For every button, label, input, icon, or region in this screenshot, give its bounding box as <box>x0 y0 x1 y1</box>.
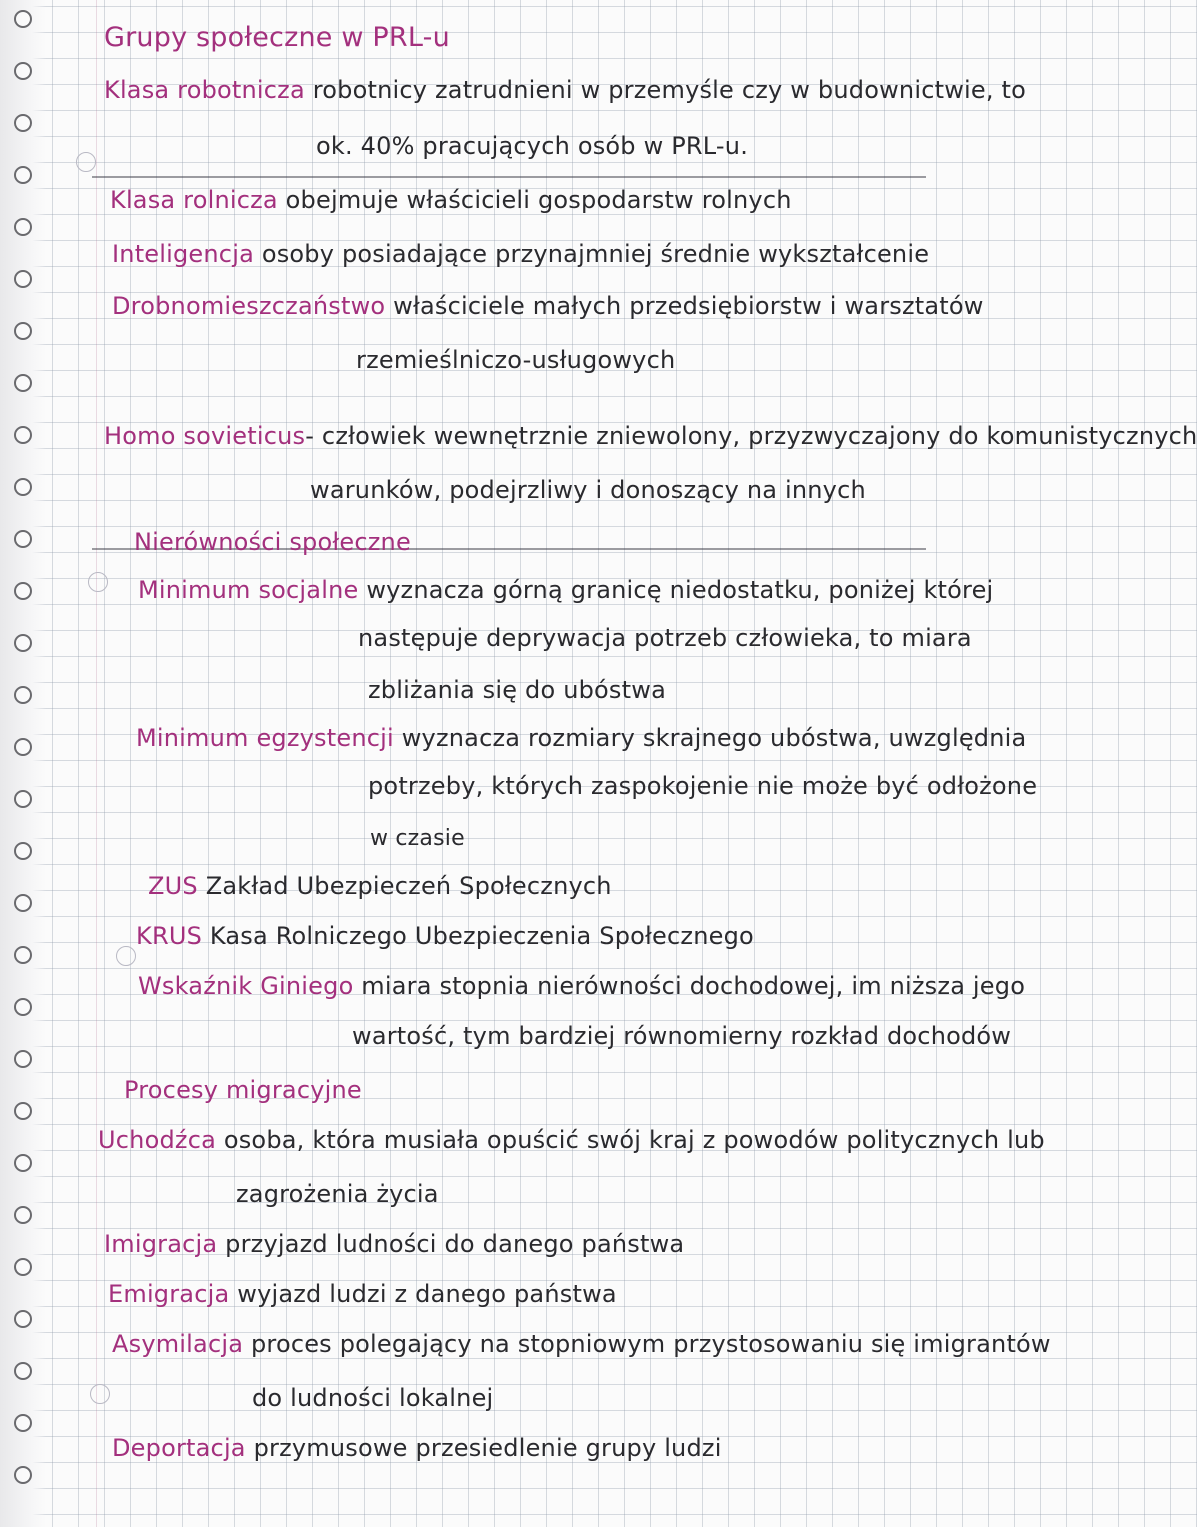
binding-ring <box>14 270 32 288</box>
binding-ring <box>14 686 32 704</box>
entry-term: Homo sovieticus <box>104 422 306 450</box>
entry-definition: obejmuje właścicieli gospodarstw rolnych <box>285 186 792 214</box>
entry-definition: Zakład Ubezpieczeń Społecznych <box>205 872 612 900</box>
entry-definition: proces polegający na stopniowym przystosowaniu się imigrantów <box>250 1330 1051 1358</box>
binding-ring <box>14 218 32 236</box>
entry-minimum-egzystencji <box>136 724 1026 752</box>
binding-ring <box>14 1206 32 1224</box>
entry-uchodzca <box>98 1126 1045 1154</box>
binding-ring <box>14 946 32 964</box>
entry-definition-continued: potrzeby, których zaspokojenie nie może być odłożone <box>368 772 1038 800</box>
page-title: Grupy społeczne w PRL-u <box>104 22 450 53</box>
punch-hole-mark <box>90 1384 110 1404</box>
entry-definition: miara stopnia nierówności dochodowej, im niższa jego <box>361 972 1026 1000</box>
entry-definition: robotnicy zatrudnieni w przemyśle czy w budownictwie, to <box>312 76 1027 104</box>
entry-term: Minimum egzystencji <box>136 724 394 752</box>
binding-ring <box>14 1154 32 1172</box>
binding-ring <box>14 114 32 132</box>
entry-term: Imigracja <box>104 1230 218 1258</box>
binding-ring <box>14 842 32 860</box>
entry-definition-continued: w czasie <box>370 826 465 851</box>
entry-drobnomieszczanstwo <box>112 292 984 320</box>
binding-ring <box>14 10 32 28</box>
entry-definition-continued: zbliżania się do ubóstwa <box>368 676 666 704</box>
binding-ring <box>14 1050 32 1068</box>
punch-hole-mark <box>116 946 136 966</box>
section-heading-procesy-migracyjne: Procesy migracyjne <box>124 1076 362 1104</box>
binding-ring <box>14 1362 32 1380</box>
section-heading-nierownosci: Nierówności społeczne <box>134 528 411 556</box>
binding-ring <box>14 790 32 808</box>
punch-hole-mark <box>88 572 108 592</box>
binding-ring <box>14 478 32 496</box>
binding-ring <box>14 998 32 1016</box>
entry-term: Klasa rolnicza <box>110 186 278 214</box>
entry-definition: właściciele małych przedsiębiorstw i warsztatów <box>393 292 984 320</box>
binding-ring <box>14 1102 32 1120</box>
binding-ring <box>14 738 32 756</box>
punch-hole-mark <box>76 152 96 172</box>
entry-definition-continued: ok. 40% pracujących osób w PRL-u. <box>316 132 749 160</box>
entry-klasa-robotnicza <box>104 76 1026 104</box>
entry-definition: przyjazd ludności do danego państwa <box>225 1230 685 1258</box>
entry-definition-continued: warunków, podejrzliwy i donoszący na innych <box>310 476 866 504</box>
entry-term: Wskaźnik Giniego <box>138 972 354 1000</box>
entry-definition: - człowiek wewnętrznie zniewolony, przyzwyczajony do komunistycznych <box>305 422 1197 450</box>
entry-definition-continued: do ludności lokalnej <box>252 1384 494 1412</box>
binding-ring <box>14 1414 32 1432</box>
entry-term: Deportacja <box>112 1434 246 1462</box>
binding-ring <box>14 1310 32 1328</box>
entry-minimum-socjalne <box>138 576 993 604</box>
binding-ring <box>14 1466 32 1484</box>
entry-definition: przymusowe przesiedlenie grupy ludzi <box>253 1434 722 1462</box>
binding-ring <box>14 322 32 340</box>
entry-term: Klasa robotnicza <box>104 76 305 104</box>
entry-definition: Kasa Rolniczego Ubezpieczenia Społecznego <box>209 922 754 950</box>
entry-imigracja <box>104 1230 684 1258</box>
entry-definition: wyjazd ludzi z danego państwa <box>237 1280 617 1308</box>
margin-line <box>96 0 97 1527</box>
entry-term: KRUS <box>136 922 203 950</box>
entry-term: Inteligencja <box>112 240 254 268</box>
entry-emigracja <box>108 1280 617 1308</box>
entry-term: Minimum socjalne <box>138 576 359 604</box>
entry-homo-sovieticus <box>104 422 1197 450</box>
entry-asymilacja <box>112 1330 1051 1358</box>
entry-klasa-rolnicza <box>110 186 792 214</box>
entry-definition: wyznacza górną granicę niedostatku, poniżej której <box>366 576 994 604</box>
entry-definition: wyznacza rozmiary skrajnego ubóstwa, uwzględnia <box>401 724 1027 752</box>
entry-definition-continued: wartość, tym bardziej równomierny rozkład dochodów <box>352 1022 1012 1050</box>
entry-term: Drobnomieszczaństwo <box>112 292 386 320</box>
binding-ring <box>14 894 32 912</box>
entry-term: Asymilacja <box>112 1330 244 1358</box>
binding-ring <box>14 374 32 392</box>
binding-ring <box>14 582 32 600</box>
entry-zus <box>148 872 612 900</box>
entry-definition-continued: zagrożenia życia <box>236 1180 439 1208</box>
binding-ring <box>14 426 32 444</box>
binding-ring <box>14 530 32 548</box>
entry-wskaznik-giniego <box>138 972 1025 1000</box>
entry-definition-continued: rzemieślniczo-usługowych <box>356 346 676 374</box>
entry-term: Uchodźca <box>98 1126 216 1154</box>
spiral-binding <box>0 0 46 1527</box>
binding-ring <box>14 166 32 184</box>
entry-term: ZUS <box>148 872 198 900</box>
entry-definition-continued: następuje deprywacja potrzeb człowieka, to miara <box>358 624 972 652</box>
entry-definition: osoba, która musiała opuścić swój kraj z powodów politycznych lub <box>223 1126 1045 1154</box>
divider-line <box>92 176 926 178</box>
binding-ring <box>14 634 32 652</box>
entry-inteligencja <box>112 240 929 268</box>
entry-deportacja <box>112 1434 722 1462</box>
entry-definition: osoby posiadające przynajmniej średnie wykształcenie <box>261 240 930 268</box>
binding-ring <box>14 1258 32 1276</box>
binding-ring <box>14 62 32 80</box>
entry-krus <box>136 922 754 950</box>
entry-term: Emigracja <box>108 1280 230 1308</box>
